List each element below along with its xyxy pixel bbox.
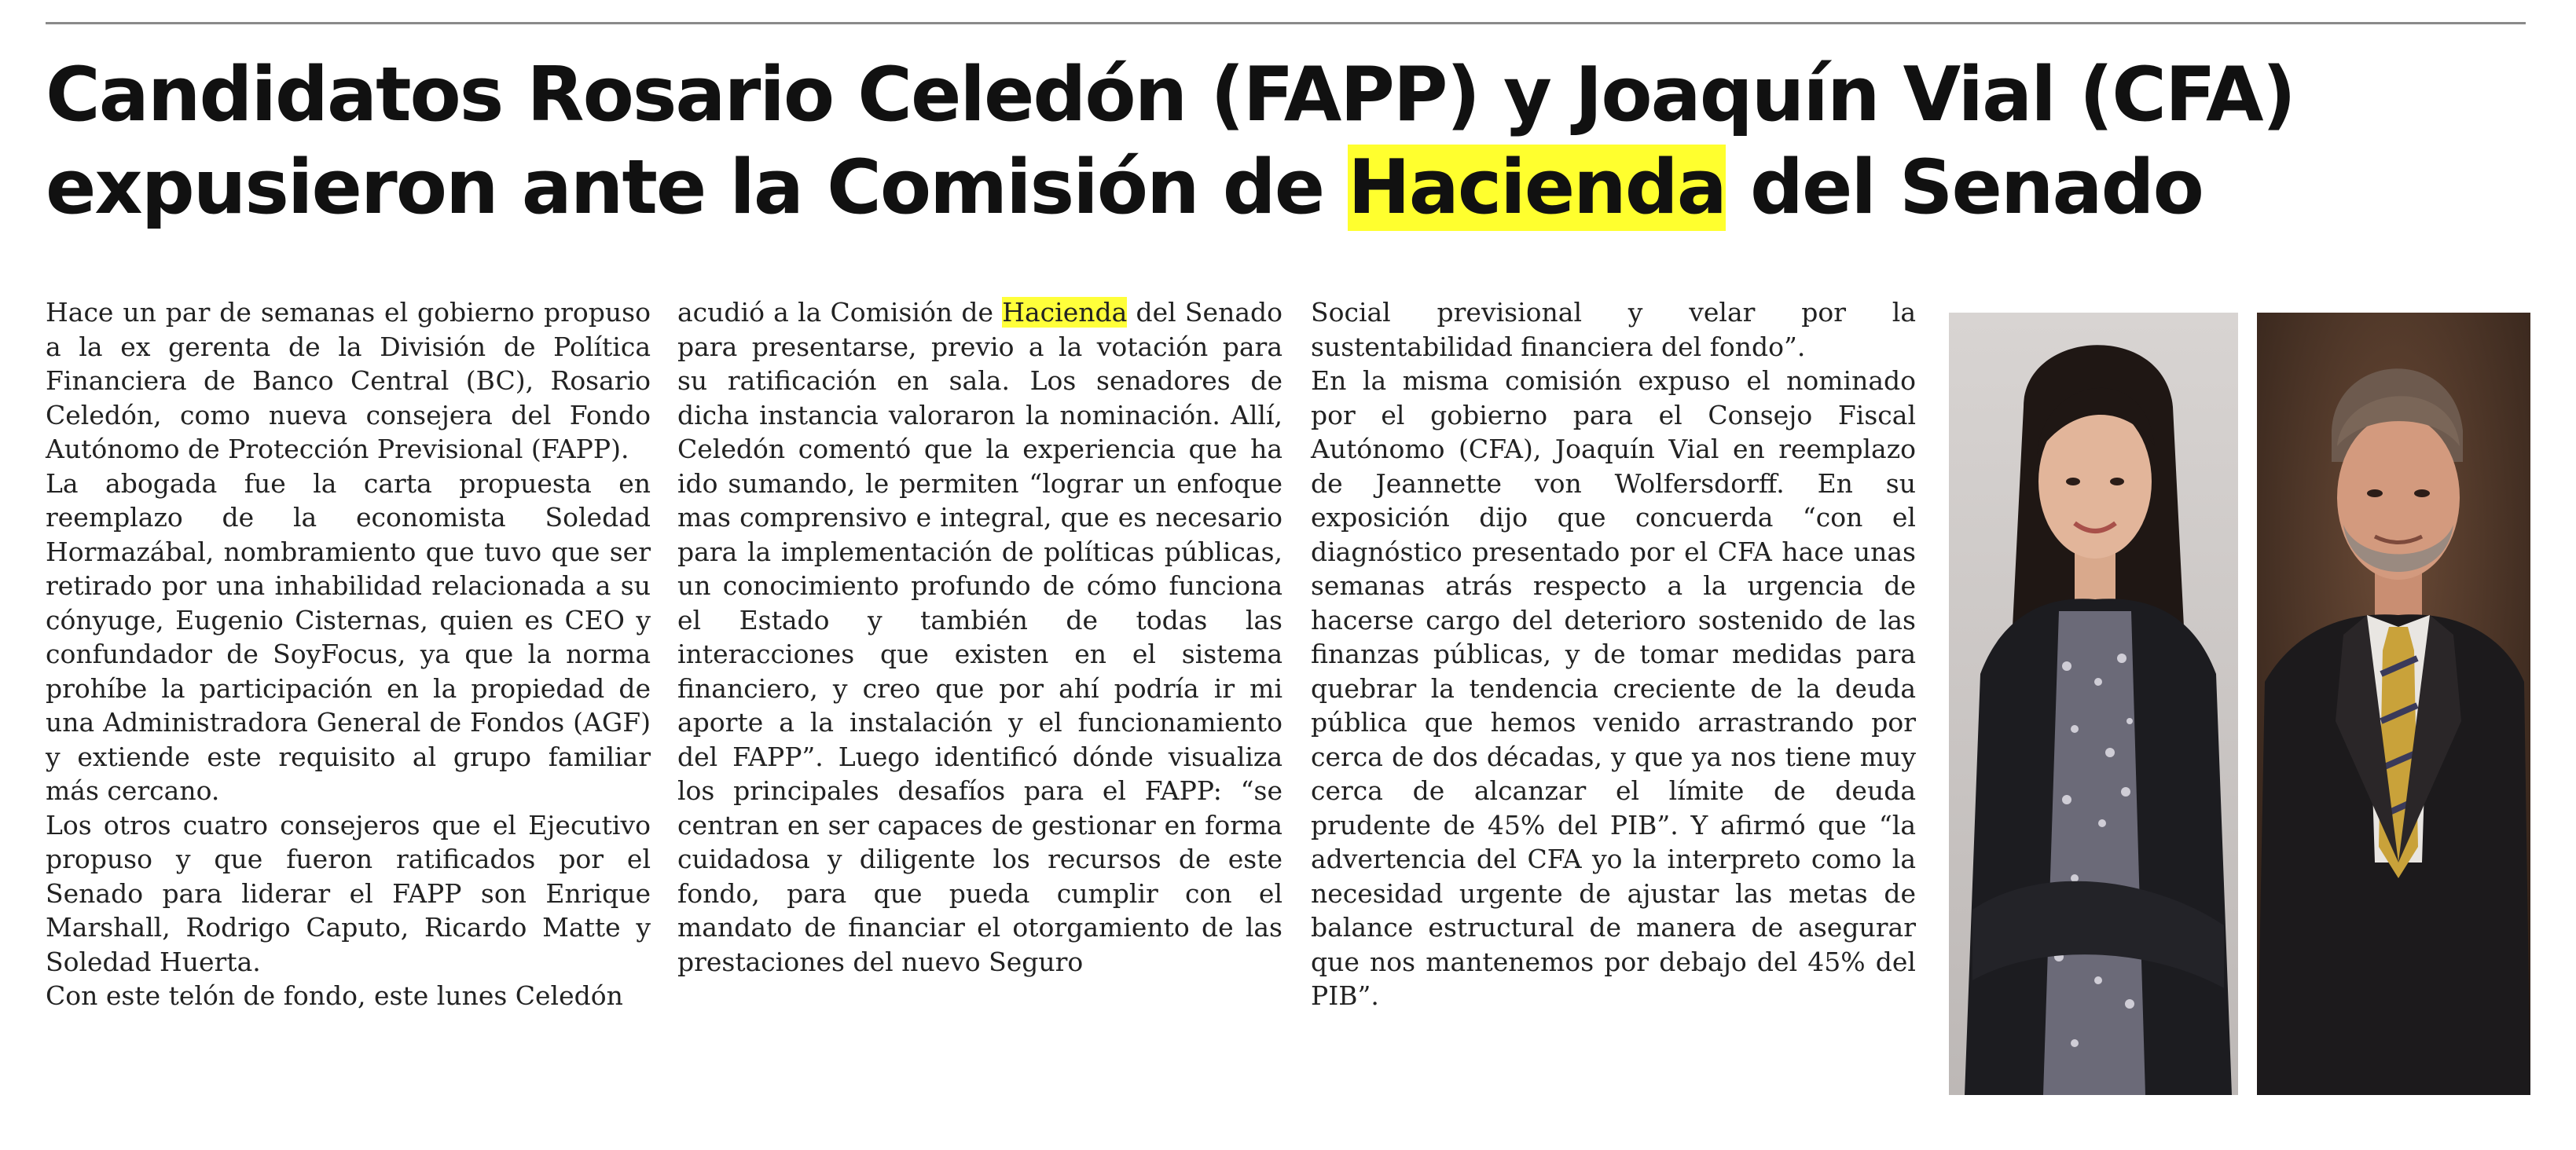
article-column-2 (677, 295, 1282, 979)
headline-line-1: Candidatos Rosario Celedón (FAPP) y Joaquín Vial (CFA) (46, 52, 2295, 138)
paragraph: La abogada fue la carta propuesta en reemplazo de la economista Soledad Hormazábal, nombramiento que tuvo que ser retirado por una inhabilidad relacionada a su cónyuge, Eugenio Cisternas, quien es CEO y confundador de SoyFocus, ya que la norma prohíbe la participación en la propiedad de una Administradora General de Fondos (AGF) y extiende este requisito al grupo familiar más cercano. (46, 467, 651, 806)
portrait-illustration (2257, 313, 2530, 1095)
headline-line-2-start: expusieron ante la Comisión de (46, 145, 1349, 231)
portrait-illustration (1949, 313, 2238, 1095)
paragraph: Con este telón de fondo, este lunes Celedón (46, 980, 623, 1011)
paragraph: En la misma comisión expuso el nominado por el gobierno para el Consejo Fiscal Autónomo (CFA), Joaquín Vial en reemplazo de Jeannette von Wolfersdorff. En su exposición dijo que concuerda “con el diagnóstico presentado por el CFA hace unas semanas atrás respecto a la urgencia de hacerse cargo del deterioro sostenido de las finanzas públicas, y de tomar medidas para quebrar la tendencia creciente de la deuda pública que hemos venido arrastrando por cerca de dos décadas, y que ya nos tiene muy cerca de alcanzar el límite de deuda prudente de 45% del PIB”. Y afirmó que “la advertencia del CFA yo la interpreto como la necesidad urgente de ajustar las metas de balance estructural de manera de asegurar que nos mantenemos por debajo del 45% del PIB”. (1311, 365, 1916, 1011)
paragraph: Hace un par de semanas el gobierno propuso a la ex gerenta de la División de Política Financiera de Banco Central (BC), Rosario Celedón, como nueva consejera del Fondo Autónomo de Protección Previsional (FAPP). (46, 297, 651, 464)
top-rule (46, 22, 2526, 24)
photo-joaquin-vial (2257, 313, 2530, 1095)
photo-rosario-celedon (1949, 313, 2238, 1095)
headline-line-2-end: del Senado (1725, 145, 2203, 231)
paragraph (677, 295, 1282, 979)
col2-highlight: Hacienda (1002, 297, 1128, 328)
article-column-1 (46, 295, 651, 1013)
col2-text-rest: del Senado para presentarse, previo a la votación para su ratificación en sala. Los senadores de dicha instancia valoraron la nominación. Allí, Celedón comentó que la experiencia que ha ido sumando, le permiten “lograr un enfoque mas comprensivo e integral, que es necesario para la implementación de políticas públicas, un conocimiento profundo de cómo funciona el Estado y también de todas las interacciones que existen en el sistema financiero, y creo que por ahí podría ir mi aporte a la instalación y el funcionamiento del FAPP”. Luego identificó dónde visualiza los principales desafíos para el FAPP: “se centran en ser capaces de gestionar en forma cuidadosa y diligente los recursos de este fondo, para que pueda cumplir con el mandato de financiar el otorgamiento de las prestaciones del nuevo Seguro (677, 297, 1282, 977)
headline-highlight: Hacienda (1348, 145, 1726, 231)
article-column-3 (1311, 295, 1916, 1013)
headline (46, 49, 2521, 234)
col2-text-start: acudió a la Comisión de (677, 297, 1003, 328)
paragraph: Los otros cuatro consejeros que el Ejecutivo propuso y que fueron ratificados por el Senado para liderar el FAPP son Enrique Marshall, Rodrigo Caputo, Ricardo Matte y Soledad Huerta. (46, 809, 651, 977)
paragraph: Social previsional y velar por la sustentabilidad financiera del fondo”. (1311, 297, 1916, 362)
